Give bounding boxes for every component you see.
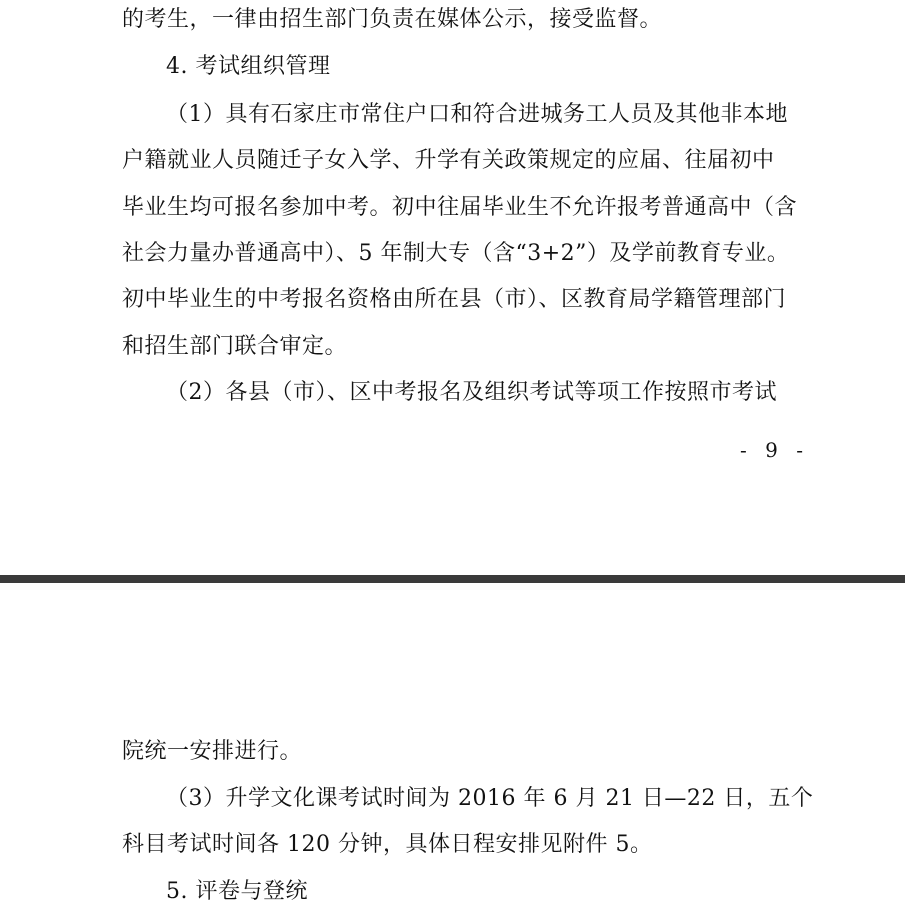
text-line: 和招生部门联合审定。	[122, 334, 348, 359]
section-heading: 5. 评卷与登统	[166, 879, 308, 904]
text-line: 社会力量办普通高中）、5 年制大专（含“3+2”）及学前教育专业。	[122, 241, 790, 266]
text-line: 院统一安排进行。	[122, 739, 303, 764]
text-line: 科目考试时间各 120 分钟，具体日程安排见附件 5。	[122, 832, 653, 857]
section-heading: 4. 考试组织管理	[166, 54, 331, 79]
document-page-10	[0, 583, 905, 920]
text-line: （3）升学文化课考试时间为 2016 年 6 月 21 日—22 日，五个	[166, 786, 814, 811]
text-line: 毕业生均可报名参加中考。初中往届毕业生不允许报考普通高中（含	[122, 195, 798, 220]
text-line: （2）各县（市）、区中考报名及组织考试等项工作按照市考试	[166, 380, 777, 405]
page-number: - 9 -	[740, 438, 809, 462]
page-divider	[0, 575, 905, 583]
text-line: 的考生，一律由招生部门负责在媒体公示，接受监督。	[122, 7, 663, 32]
text-line: （1）具有石家庄市常住户口和符合进城务工人员及其他非本地	[166, 102, 788, 127]
text-line: 户籍就业人员随迁子女入学、升学有关政策规定的应届、往届初中	[122, 148, 775, 173]
text-line: 初中毕业生的中考报名资格由所在县（市）、区教育局学籍管理部门	[122, 287, 787, 312]
